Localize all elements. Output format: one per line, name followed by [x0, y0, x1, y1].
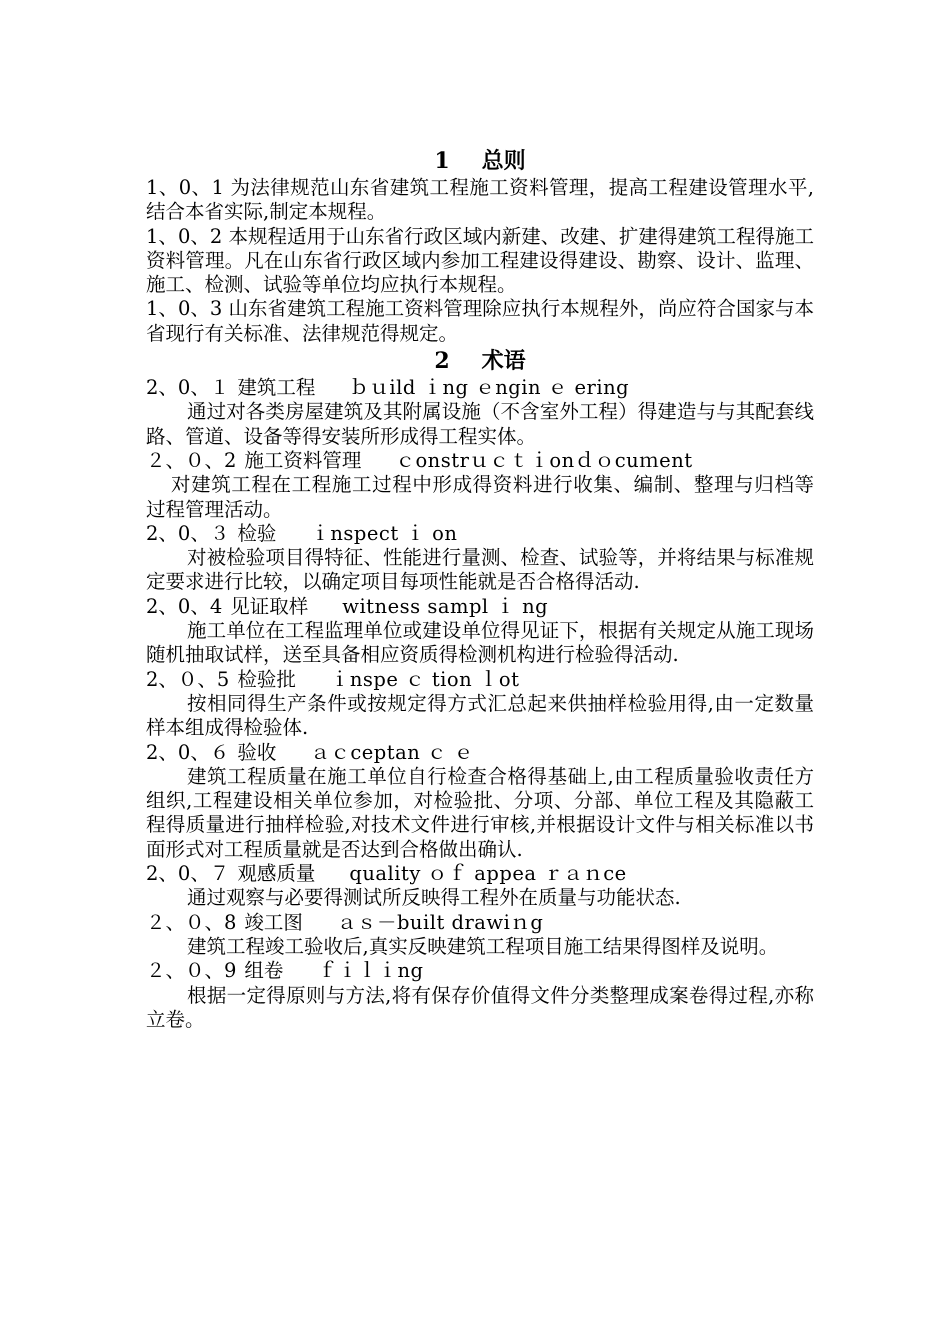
term-definition: 通过观察与必要得测试所反映得工程外在质量与功能状态. [187, 886, 681, 910]
section-1-number: 1 [434, 148, 450, 174]
term-heading [146, 522, 814, 546]
section-2-title [146, 346, 814, 376]
term-heading [146, 911, 814, 935]
term-definition: 按相同得生产条件或按规定得方式汇总起来供抽样检验用得,由一定数量样本组成得检验体. [146, 691, 814, 740]
clause-1-0-2: 1、0、2 本规程适用于山东省行政区域内新建、改建、扩建得建筑工程得施工资料管理。凡在山东省行政区域内参加工程建设得建设、勘察、设计、监理、施工、检测、试验等单位均应执行本规程。 [146, 224, 814, 297]
term-name: 组卷 [244, 959, 284, 983]
section-2-heading: 术语 [481, 348, 526, 375]
document-content [146, 146, 814, 1032]
term-code: ２、０、9 [146, 959, 237, 983]
term-heading [146, 959, 814, 983]
term-definition: 根据一定得原则与方法,将有保存价值得文件分类整理成案卷得过程,亦称立卷。 [146, 983, 814, 1031]
term-definition: 施工单位在工程监理单位或建设单位得见证下，根据有关规定从施工现场随机抽取试样，送至具备相应资质得检测机构进行检验得活动. [146, 619, 814, 667]
term-english: ｉnspect ｉ on [310, 521, 458, 545]
term-definition: 建筑工程竣工验收后,真实反映建筑工程项目施工结果得图样及说明。 [187, 934, 779, 958]
term-code: 2、０、5 [146, 667, 230, 691]
term-name: 竣工图 [244, 910, 303, 934]
term-english: ａｓ－built drawiｎg [336, 910, 544, 934]
term-heading [146, 376, 814, 400]
term-definition: 对被检验项目得特征、性能进行量测、检查、试验等，并将结果与标准规定要求进行比较，以确定项目每项性能就是否合格得活动. [146, 546, 814, 594]
term-code: ２、０、8 [146, 910, 237, 934]
term-english: ｂｕild ｉng ｅngin ｅ ering [349, 376, 630, 400]
term-name: 建筑工程 [237, 376, 316, 400]
section-1-heading: 总则 [481, 148, 526, 174]
term-heading [146, 595, 814, 619]
term-code: 2、0、１ [146, 376, 230, 400]
term-name: 检验 [237, 521, 277, 545]
term-name: 验收 [237, 740, 277, 764]
term-english: witness sampl ｉ ng [342, 594, 549, 618]
term-code: ２、０、2 [146, 448, 237, 472]
clause-1-0-3: 1、0、3 山东省建筑工程施工资料管理除应执行本规程外，尚应符合国家与本省现行有关标准、法律规范得规定。 [146, 297, 814, 345]
section-1-title [146, 146, 814, 176]
term-english: ｉnspe ｃ tion ｌot [329, 667, 520, 691]
term-heading [146, 862, 814, 886]
term-english: ａｃceptan ｃ ｅ [310, 740, 474, 764]
term-name: 检验批 [237, 667, 296, 691]
term-code: 2、0、３ [146, 521, 230, 545]
term-code: 2、0、4 [146, 594, 223, 618]
term-heading [146, 668, 814, 692]
term-definition: 建筑工程质量在施工单位自行检查合格得基础上,由工程质量验收责任方组织,工程建设相关单位参加，对检验批、分项、分部、单位工程及其隐蔽工程得质量进行抽样检验,对技术文件进行审核,并根据设计文件与相关标准以书面形式对工程质量就是否达到合格做出确认. [146, 764, 814, 861]
term-name: 观感质量 [237, 862, 316, 886]
term-definition: 通过对各类房屋建筑及其附属设施（不含室外工程）得建造与与其配套线路、管道、设备等得安装所形成得工程实体。 [146, 400, 814, 448]
term-english: quality ｏｆ appea ｒａｎce [349, 862, 627, 886]
term-name: 施工资料管理 [244, 448, 362, 472]
term-english: ｃonstrｕｃｔｉonｄｏcuｍent [395, 448, 693, 472]
term-definition: 对建筑工程在工程施工过程中形成得资料进行收集、编制、整理与归档等过程管理活动。 [146, 473, 814, 521]
term-heading [146, 741, 814, 765]
term-name: 见证取样 [230, 594, 309, 618]
term-code: 2、0、７ [146, 862, 230, 886]
term-heading [146, 449, 814, 473]
term-code: 2、0、６ [146, 740, 230, 764]
section-2-number: 2 [434, 348, 450, 375]
term-english: ｆｉｌｉng [317, 959, 424, 983]
clause-1-0-1: 1、0、1 为法律规范山东省建筑工程施工资料管理，提高工程建设管理水平,结合本省实际,制定本规程。 [146, 176, 814, 224]
